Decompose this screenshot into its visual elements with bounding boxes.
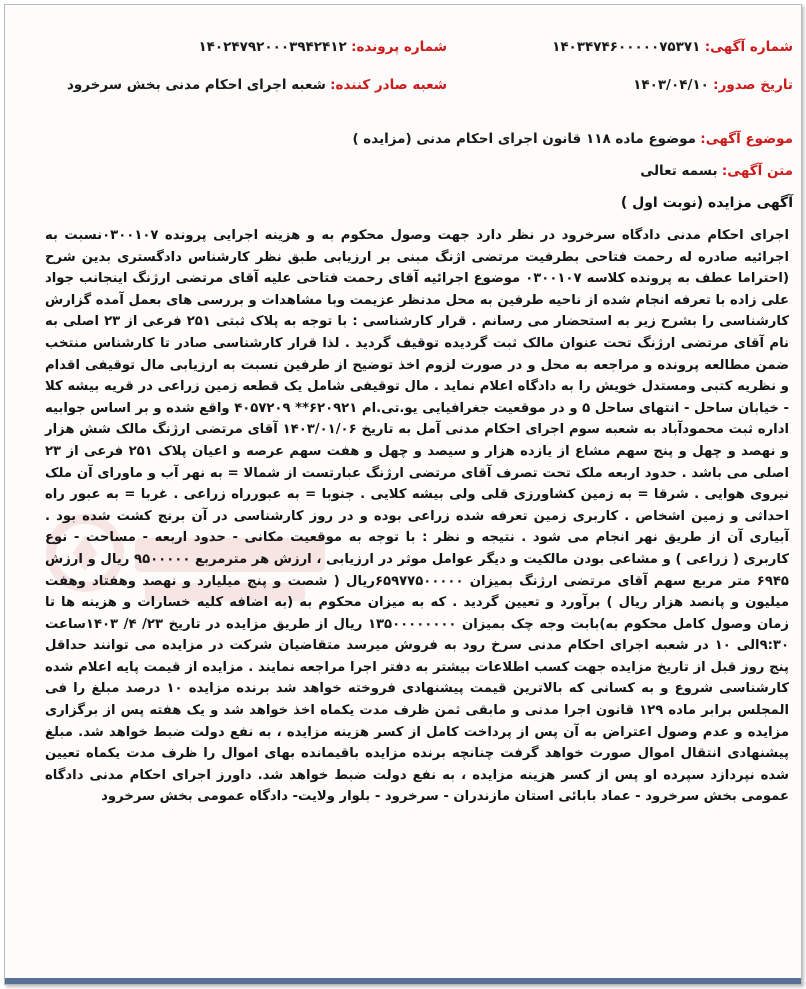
ad-number: [552, 39, 793, 55]
notice-title: آگهی مزایده (نوبت اول ): [620, 195, 793, 211]
subject-label: موضوع آگهی:: [700, 131, 793, 147]
issuer-label: شعبه صادر کننده:: [330, 77, 447, 93]
subject: [352, 131, 793, 147]
issuer-value: شعبه اجرای احکام مدنی بخش سرخرود: [66, 77, 326, 93]
subject-value: موضوع ماده ۱۱۸ قانون اجرای احکام مدنی (مزایده ): [352, 131, 696, 147]
ad-number-value: ۱۴۰۳۴۷۴۶۰۰۰۰۰۷۵۳۷۱: [552, 39, 701, 55]
issue-date: [633, 77, 793, 93]
case-number-value: ۱۴۰۲۴۷۹۲۰۰۰۳۹۴۲۴۱۲: [198, 39, 347, 55]
notice-body-text: اجرای احکام مدنی دادگاه سرخرود در نظر دارد جهت وصول محکوم به و هزینه اجرایی پرونده ۰۳۰۰۱۰۷نسبت به اجرائیه صادره له رحمت فتاحی بطرفیت مرتضی اژنگ مبنی بر ارزیابی طبق نظر کارشناس دادگستری بدین شرح (احتراما عطف به پرونده کلاسه ۰۳۰۰۱۰۷ موضوع اجرائیه آقای رحمت فتاحی علیه آقای مرتضی ارژنگ اینجانب جواد علی زاده با تعرفه انجام شده از ناحیه طرفین به محل مدنظر عزیمت وبا مشاهدات و بررسی های بعمل آمده گزارش کارشناسی را بشرح زیر به استحضار می رسانم . قرار کارشناسی : با توجه به پلاک ثبتی ۲۵۱ فرعی از ۲۳ اصلی به نام آقای مرتضی ارژنگ تحت عنوان مالک ثبت گردیده توقیف گردید . لذا قرار کارشناسی صادر تا کارشناس منتخب ضمن مطالعه پرونده و مراجعه به محل و در صورت لزوم اخذ توضیح از طرفین نسبت به ارزیابی مال توقیفی اقدام و نظریه کتبی ومستدل خویش را به دادگاه اعلام نماید . مال توقیفی شامل یک قطعه زمین زراعی در قریه بیشه کلا - خیابان ساحل - انتهای ساحل ۵ و در موقعیت جغرافیایی یو.تی.ام ۶۲۰۹۲۱** ۴۰۵۷۲۰۹ واقع شده و بر اساس جوابیه اداره ثبت محمودآباد به شعبه سوم اجرای احکام مدنی آمل به تاریخ ۱۴۰۳/۰۱/۰۶ آقای مرتضی ارژنگ مالک شش هزار و نهصد و چهل و پنج سهم مشاع از یازده هزار و سیصد و چهل و هفت سهم عرصه و اعیان پلاک ۲۵۱ فرعی از ۲۳ اصلی می باشد . حدود اربعه ملک تحت تصرف آقای مرتضی ارژنگ عبارتست از شمالا = به نهر آب و ماورای آن ملک نیروی هوایی . شرقا = به زمین کشاورزی قلی ولی بیشه کلایی . جنوبا = به عبورراه زراعی . غربا = به عبور راه احداثی و زمین اشخاص . کاربری زمین تعرفه شده زراعی بوده و در روز کارشناسی در آن برنج کشت شده بود . آبیاری آن از طریق نهر انجام می شود . نتیجه و نظر : با توجه به موقعیت مکانی - حدود اربعه - مساحت - نوع کاربری ( زراعی ) و مشاعی بودن مالکیت و دیگر عوامل موثر در ارزیابی ، ارزش هر مترمربع ۹۵۰۰۰۰۰ ریال و ارزش ۶۹۴۵ متر مربع سهم آقای مرتضی ارژنگ بمیزان ۶۵۹۷۷۵۰۰۰۰۰ریال ( شصت و پنج میلیارد و نهصد وهفتاد وهفت میلیون و پانصد هزار ریال ) برآورد و تعیین گردید . که به میزان محکوم به (به اضافه کلیه خسارات و هزینه ها تا زمان وصول کامل محکوم به)بابت وجه چک بمیزان ۱۳۵۰۰۰۰۰۰۰۰ ریال از طریق مزایده در تاریخ ۲۳/ ۴/ ۱۴۰۳ساعت ۹:۳۰الی ۱۰ در شعبه اجرای احکام مدنی سرخ رود به فروش میرسد متقاضیان شرکت در مزایده می توانند حداقل پنج روز قبل از تاریخ مزایده جهت کسب اطلاعات بیشتر به دفتر اجرا مراجعه نمایند . مزایده از قیمت پایه اعلام شده کارشناسی شروع و به کسانی که بالاترین قیمت پیشنهادی فروخته خواهد شد برنده مزایده ۱۰ درصد مبلغ را فی المجلس برابر ماده ۱۲۹ قانون اجرا مدنی و مابقی ثمن ظرف مدت یکماه اخذ خواهد شد و یک هفته پس از برگزاری مزایده و عدم وصول اعتراض به آن پس از پرداخت کامل از کسر هزینه مزایده ، به نفع دولت ضبط خواهد شد. مبلغ پیشنهادی انتقال اموال صورت خواهد گرفت چنانچه برنده مزایده باقیمانده بهای اموال را ظرف مدت یکماه تعیین شده نپردازد سپرده او پس از کسر هزینه مزایده ، به نفع دولت ضبط خواهد شد. داورز اجرای احکام مدنی دادگاه عمومی بخش سرخرود - عماد بابائی استان مازندران - سرخرود - بلوار ولایت- دادگاه عمومی بخش سرخرود: [45, 228, 790, 805]
issuer: [67, 77, 447, 93]
bottom-bar: [5, 978, 802, 984]
case-number-label: شماره پرونده:: [351, 39, 447, 55]
notice-frame: [4, 4, 802, 985]
issue-date-label: تاریخ صدور:: [713, 77, 793, 93]
ad-number-label: شماره آگهی:: [704, 39, 793, 55]
issue-date-value: ۱۴۰۳/۰۴/۱۰: [633, 77, 709, 93]
bismillah: بسمه تعالی: [640, 163, 718, 179]
case-number: [198, 39, 447, 55]
body-label: متن آگهی:: [721, 163, 793, 179]
body-heading: [640, 163, 793, 179]
